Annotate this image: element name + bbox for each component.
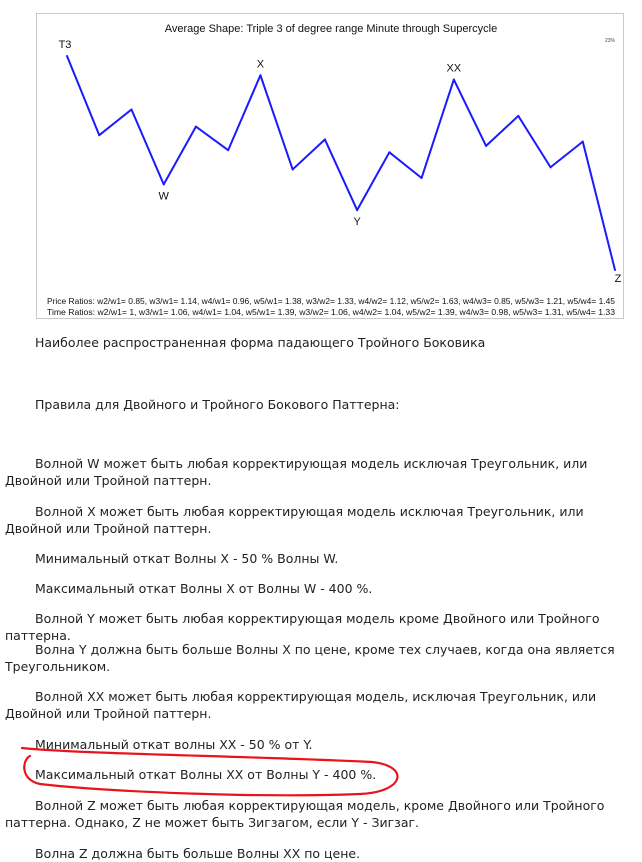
- wave-label-xx: XX: [446, 62, 462, 75]
- wave-segment: [67, 56, 99, 135]
- chart-corner-mark: 23%: [604, 38, 615, 44]
- wave-segment: [164, 127, 196, 185]
- wave-segment: [228, 75, 260, 150]
- wave-segment: [551, 142, 583, 168]
- rule-item-highlighted: Максимальный откат Волны XX от Волны Y - 400 %.: [35, 767, 377, 782]
- chart-title: Average Shape: Triple 3 of degree range Minute through Supercycle: [164, 23, 498, 35]
- rule-item: Волной W может быть любая корректирующая модель исключая Треугольник, или Двойной или Тройной паттерн.: [5, 456, 588, 488]
- rule-item: Волной XX может быть любая корректирующая модель, исключая Треугольник, или Двойной или Тройной паттерн.: [5, 689, 597, 721]
- wave-segment: [583, 142, 615, 270]
- wave-label-z: Z: [614, 273, 622, 285]
- wave-label-w: W: [158, 190, 169, 203]
- rules-heading: Правила для Двойного и Тройного Бокового Паттерна:: [35, 397, 400, 412]
- rule-item: Волна Y должна быть больше Волны X по цене, кроме тех случаев, когда она является Треугольником.: [5, 642, 615, 674]
- wave-segment: [357, 152, 389, 210]
- wave-segment: [422, 80, 454, 178]
- chart-caption: Наиболее распространенная форма падающего Тройного Боковика: [35, 335, 486, 350]
- point-label-layer: [59, 39, 622, 285]
- wave-chart-svg: [37, 14, 625, 320]
- wave-chart: [36, 13, 624, 319]
- rule-item: Максимальный откат Волны X от Волны W - 400 %.: [35, 581, 373, 596]
- wave-segment: [389, 152, 421, 178]
- wave-segment: [325, 139, 357, 210]
- series-layer: [67, 56, 615, 270]
- time-ratios: Time Ratios: w2/w1= 1, w3/w1= 1.06, w4/w1= 1.04, w5/w1= 1.39, w3/w2= 1.06, w4/w2= 1.04, w5/w2= 1.39, w4/w3= 0.98, w5/w3= 1.31, w5/w4= 1.33: [47, 308, 616, 317]
- rule-item: Волной Y может быть любая корректирующая модель кроме Двойного или Тройного паттерна.: [5, 611, 600, 643]
- price-ratios: Price Ratios: w2/w1= 0.85, w3/w1= 1.14, w4/w1= 0.96, w5/w1= 1.38, w3/w2= 1.33, w4/w2= 1.12, w5/w2= 1.63, w4/w3= 0.85, w5/w3= 1.21, w5/w4= 1.45: [47, 297, 616, 306]
- wave-segment: [518, 116, 550, 167]
- wave-label-y: Y: [353, 216, 361, 229]
- wave-segment: [260, 75, 292, 169]
- rule-item: Волной X может быть любая корректирующая модель исключая Треугольник, или Двойной или Тройной паттерн.: [5, 504, 584, 536]
- wave-segment: [131, 110, 163, 185]
- rule-item: Волной Z может быть любая корректирующая модель, кроме Двойного или Тройного паттерна. Однако, Z не может быть Зигзагом, если Y - Зигзаг.: [5, 798, 605, 830]
- rule-item: Волна Z должна быть больше Волны XX по цене.: [35, 846, 361, 861]
- wave-segment: [293, 139, 325, 169]
- wave-label-x: X: [256, 58, 265, 71]
- wave-segment: [486, 116, 518, 146]
- wave-segment: [454, 80, 486, 146]
- rule-item: Минимальный откат волны XX - 50 % от Y.: [35, 737, 313, 752]
- rule-item: Минимальный откат Волны X - 50 % Волны W.: [35, 551, 339, 566]
- wave-label-t3: T3: [58, 39, 72, 51]
- wave-segment: [196, 127, 228, 151]
- wave-segment: [99, 110, 131, 136]
